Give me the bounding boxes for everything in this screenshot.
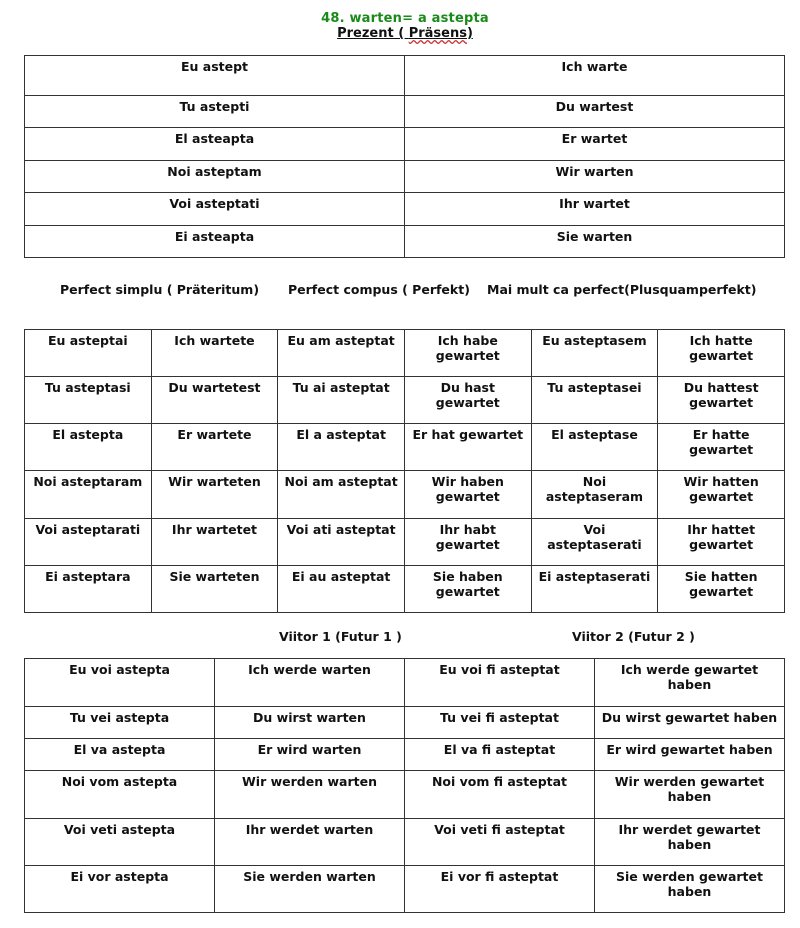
present-cell: Wir warten	[405, 161, 785, 193]
future-cell: Du wirst gewartet haben	[595, 707, 785, 739]
past-cell: Du hattest gewartet	[658, 377, 785, 424]
past-cell: Ihr wartetet	[151, 519, 278, 566]
past-cell: Eu asteptasem	[531, 330, 658, 377]
present-cell: Er wartet	[405, 128, 785, 161]
past-row	[25, 330, 785, 377]
future-cell: Noi vom astepta	[25, 771, 215, 819]
present-cell: Ihr wartet	[405, 193, 785, 226]
past-row	[25, 566, 785, 613]
future-cell: Eu voi astepta	[25, 659, 215, 707]
past-cell: Sie warteten	[151, 566, 278, 613]
future-cell: Ei vor fi asteptat	[405, 866, 595, 913]
past-cell: Er hatte gewartet	[658, 424, 785, 471]
past-header-preterite: Perfect simplu ( Präteritum)	[60, 282, 260, 297]
future-cell: Ei vor astepta	[25, 866, 215, 913]
future-cell: Tu vei astepta	[25, 707, 215, 739]
past-cell: Sie haben gewartet	[404, 566, 531, 613]
past-cell: Noi asteptaseram	[531, 471, 658, 519]
future-cell: Ich werde gewartet haben	[595, 659, 785, 707]
past-cell: El a asteptat	[278, 424, 405, 471]
past-cell: Du hast gewartet	[404, 377, 531, 424]
future-row	[25, 707, 785, 739]
present-cell: Eu astept	[25, 56, 405, 96]
future-cell: Eu voi fi asteptat	[405, 659, 595, 707]
past-cell: Tu ai asteptat	[278, 377, 405, 424]
future-cell: Sie werden warten	[215, 866, 405, 913]
past-cell: Eu asteptai	[25, 330, 152, 377]
present-cell: El asteapta	[25, 128, 405, 161]
future-cell: Tu vei fi asteptat	[405, 707, 595, 739]
past-cell: Er hat gewartet	[404, 424, 531, 471]
future2-header: Viitor 2 (Futur 2 )	[572, 629, 695, 644]
future-row	[25, 819, 785, 866]
past-cell: Wir hatten gewartet	[658, 471, 785, 519]
subtitle-prefix: Prezent (	[337, 26, 409, 41]
page-title: 48. warten= a astepta	[321, 11, 489, 26]
past-cell: Du wartetest	[151, 377, 278, 424]
future-cell: Voi veti fi asteptat	[405, 819, 595, 866]
future-cell: El va fi asteptat	[405, 739, 595, 771]
past-cell: Noi asteptaram	[25, 471, 152, 519]
future-cell: Sie werden gewartet haben	[595, 866, 785, 913]
past-cell: Voi ati asteptat	[278, 519, 405, 566]
present-tense-table	[24, 55, 785, 258]
past-cell: Ich habe gewartet	[404, 330, 531, 377]
past-cell: El astepta	[25, 424, 152, 471]
past-row	[25, 377, 785, 424]
past-cell: Sie hatten gewartet	[658, 566, 785, 613]
future-row	[25, 659, 785, 707]
present-cell: Du wartest	[405, 96, 785, 128]
past-header-perfect: Perfect compus ( Perfekt)	[288, 282, 470, 297]
present-cell: Voi asteptati	[25, 193, 405, 226]
past-cell: Ei asteptaserati	[531, 566, 658, 613]
past-cell: Wir haben gewartet	[404, 471, 531, 519]
past-cell: Tu asteptasei	[531, 377, 658, 424]
past-cell: Eu am asteptat	[278, 330, 405, 377]
past-cell: Tu asteptasi	[25, 377, 152, 424]
past-cell: El asteptase	[531, 424, 658, 471]
past-cell: Ei asteptara	[25, 566, 152, 613]
future-cell: Er wird gewartet haben	[595, 739, 785, 771]
past-cell: Ich hatte gewartet	[658, 330, 785, 377]
present-cell: Sie warten	[405, 226, 785, 258]
past-cell: Ei au asteptat	[278, 566, 405, 613]
past-row	[25, 519, 785, 566]
past-header-pluperfect: Mai mult ca perfect(Plusquamperfekt)	[487, 282, 757, 297]
future-cell: Er wird warten	[215, 739, 405, 771]
future-cell: Ich werde warten	[215, 659, 405, 707]
future1-header: Viitor 1 (Futur 1 )	[279, 629, 402, 644]
past-cell: Ihr habt gewartet	[404, 519, 531, 566]
future-cell: El va astepta	[25, 739, 215, 771]
future-cell: Wir werden gewartet haben	[595, 771, 785, 819]
future-cell: Ihr werdet gewartet haben	[595, 819, 785, 866]
future-cell: Wir werden warten	[215, 771, 405, 819]
present-cell: Tu astepti	[25, 96, 405, 128]
past-cell: Wir warteten	[151, 471, 278, 519]
subtitle-wavy-word: Präsens	[408, 26, 467, 41]
past-cell: Ich wartete	[151, 330, 278, 377]
subtitle-suffix: )	[466, 26, 473, 41]
future-row	[25, 771, 785, 819]
past-cell: Noi am asteptat	[278, 471, 405, 519]
past-cell: Er wartete	[151, 424, 278, 471]
present-cell: Noi asteptam	[25, 161, 405, 193]
future-tenses-table	[24, 658, 785, 913]
future-row	[25, 866, 785, 913]
past-cell: Voi asteptaserati	[531, 519, 658, 566]
past-row	[25, 424, 785, 471]
past-cell: Ihr hattet gewartet	[658, 519, 785, 566]
present-cell: Ei asteapta	[25, 226, 405, 258]
future-cell: Ihr werdet warten	[215, 819, 405, 866]
page-subtitle	[0, 26, 800, 41]
past-tenses-table	[24, 329, 785, 613]
future-cell: Noi vom fi asteptat	[405, 771, 595, 819]
future-row	[25, 739, 785, 771]
future-cell: Du wirst warten	[215, 707, 405, 739]
future-cell: Voi veti astepta	[25, 819, 215, 866]
past-cell: Voi asteptarati	[25, 519, 152, 566]
present-cell: Ich warte	[405, 56, 785, 96]
past-row	[25, 471, 785, 519]
